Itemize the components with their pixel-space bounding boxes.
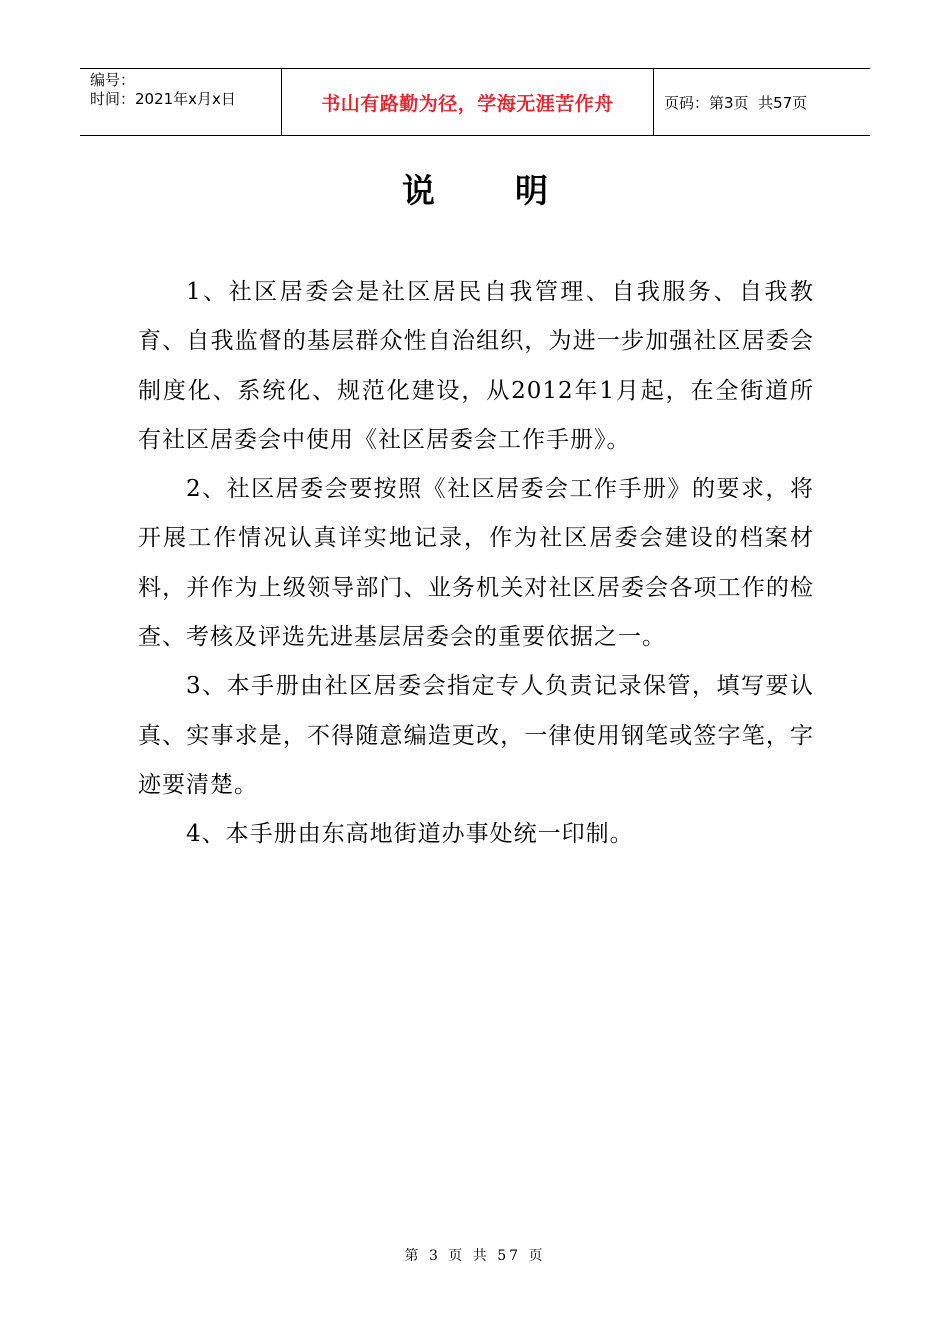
header-meta bbox=[80, 69, 282, 135]
header-page-info bbox=[654, 69, 870, 135]
paragraph-4: 4、本手册由东高地街道办事处统一印制。 bbox=[186, 821, 634, 848]
header-page-info-text: 页码：第3页 共57页 bbox=[664, 93, 808, 112]
document-number-label: 编号： bbox=[90, 71, 136, 89]
paragraph-3: 3、本手册由社区居委会指定专人负责记录保管，填写要认真、实事求是，不得随意编造更改，一律使用钢笔或签字笔，字迹要清楚。 bbox=[138, 673, 814, 798]
page-title: 说明 bbox=[402, 171, 628, 210]
page-footer-number: 第 3 页 共 57 页 bbox=[404, 1248, 546, 1264]
paragraph-1: 1、社区居委会是社区居民自我管理、自我服务、自我教育、自我监督的基层群众性自治组织，为进一步加强社区居委会制度化、系统化、规范化建设，从2012年1月起，在全街道所有社区居委会中使用《社区居委会工作手册》。 bbox=[138, 279, 814, 453]
page-header bbox=[80, 68, 870, 136]
header-motto: 书山有路勤为径，学海无涯苦作舟 bbox=[282, 69, 654, 135]
paragraph-2: 2、社区居委会要按照《社区居委会工作手册》的要求，将开展工作情况认真详实地记录，作为社区居委会建设的档案材料，并作为上级领导部门、业务机关对社区居委会各项工作的检查、考核及评选先进基层居委会的重要依据之一。 bbox=[138, 476, 814, 651]
document-time-label: 时间：2021年x月x日 bbox=[90, 90, 236, 108]
document-body bbox=[138, 268, 814, 860]
